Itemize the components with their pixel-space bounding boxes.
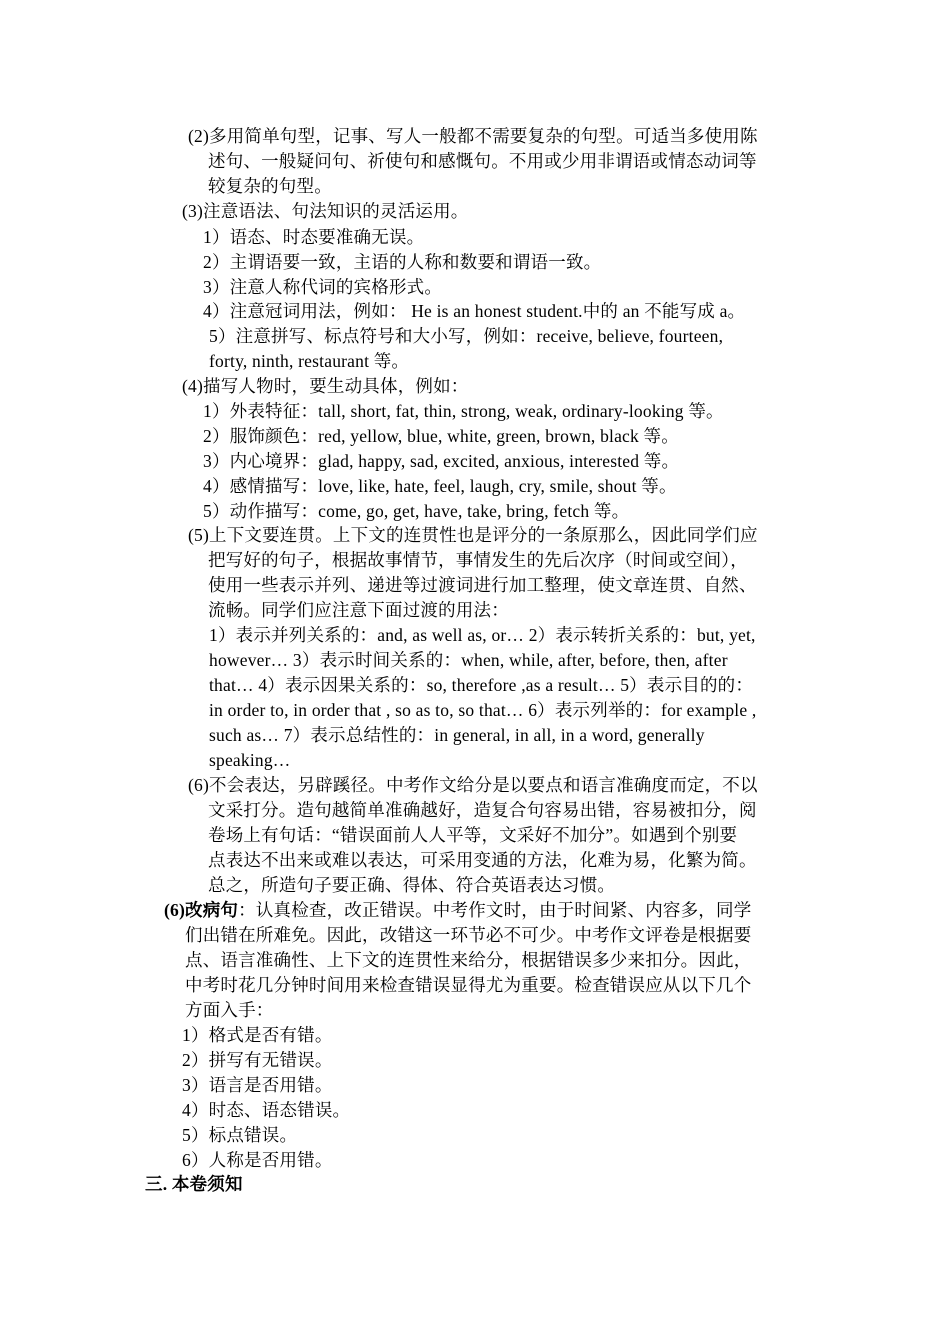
- list-item: 1）外表特征：tall, short, fat, thin, strong, weak, ordinary-looking 等。: [203, 401, 724, 421]
- section-5-line: 把写好的句子，根据故事情节，事情发生的先后次序（时间或空间），: [208, 550, 748, 570]
- list-item: 5）动作描写：come, go, get, have, take, bring, fetch 等。: [203, 501, 630, 521]
- list-item: 2）拼写有无错误。: [182, 1050, 333, 1070]
- section-5-heading: (5)上下文要连贯。上下文的连贯性也是评分的一条原那么，因此同学们应: [188, 525, 758, 545]
- section-2-line: 述句、一般疑问句、祈使句和感慨句。不用或少用非谓语或情态动词等: [208, 151, 757, 171]
- list-item: 2）主谓语要一致，主语的人称和数要和谓语一致。: [203, 252, 602, 272]
- revise-heading-text: ：认真检查，改正错误。中考作文时，由于时间紧、内容多，同学: [238, 900, 752, 920]
- section-6-line: 点表达不出来或难以表达，可采用变通的方法，化难为易，化繁为简。: [208, 850, 757, 870]
- list-item: 3）内心境界：glad, happy, sad, excited, anxious, interested 等。: [203, 451, 680, 471]
- section-4-heading: (4)描写人物时，要生动具体，例如：: [182, 376, 469, 396]
- section-5-line: however… 3）表示时间关系的：when, while, after, before, then, after: [209, 650, 728, 670]
- list-item: 2）服饰颜色：red, yellow, blue, white, green, brown, black 等。: [203, 426, 679, 446]
- section-5-line: 流畅。同学们应注意下面过渡的用法：: [208, 600, 509, 620]
- section-2-heading: (2)多用简单句型，记事、写人一般都不需要复杂的句型。可适当多使用陈: [188, 126, 758, 146]
- revise-heading-label: (6)改病句: [164, 900, 239, 920]
- list-item: 3）语言是否用错。: [182, 1075, 333, 1095]
- list-item: 3）注意人称代词的宾格形式。: [203, 277, 443, 297]
- section-title: 三. 本卷须知: [145, 1174, 243, 1194]
- section-3-heading: (3)注意语法、句法知识的灵活运用。: [182, 201, 469, 221]
- section-5-line: such as… 7）表示总结性的：in general, in all, in a word, generally: [209, 725, 705, 745]
- list-item: 1）语态、时态要准确无误。: [203, 227, 425, 247]
- section-5-line: in order to, in order that , so as to, so that… 6）表示列举的：for example ,: [209, 700, 757, 720]
- section-2-line: 较复杂的句型。: [208, 176, 332, 196]
- list-item: 4）注意冠词用法，例如： He is an honest student.中的 an 不能写成 a。: [203, 301, 746, 321]
- list-item: 6）人称是否用错。: [182, 1150, 333, 1170]
- list-item: 4）时态、语态错误。: [182, 1100, 351, 1120]
- section-5-line: 使用一些表示并列、递进等过渡词进行加工整理，使文章连贯、自然、: [208, 575, 757, 595]
- section-6-heading: (6)不会表达，另辟蹊径。中考作文给分是以要点和语言准确度而定，不以: [188, 775, 758, 795]
- section-5-line: speaking…: [209, 750, 291, 770]
- list-item: 1）格式是否有错。: [182, 1025, 333, 1045]
- list-item: 5）注意拼写、标点符号和大小写，例如：receive, believe, fourteen,: [209, 326, 724, 346]
- section-5-line: 1）表示并列关系的：and, as well as, or… 2）表示转折关系的：but, yet,: [209, 625, 756, 645]
- revise-line: 们出错在所难免。因此，改错这一环节必不可少。中考作文评卷是根据要: [185, 925, 752, 945]
- revise-line: 中考时花几分钟时间用来检查错误显得尤为重要。检查错误应从以下几个: [185, 975, 752, 995]
- list-item: 4）感情描写：love, like, hate, feel, laugh, cry, smile, shout 等。: [203, 476, 677, 496]
- section-5-line: that… 4）表示因果关系的：so, therefore ,as a result… 5）表示目的的：: [209, 675, 754, 695]
- list-item-continuation: forty, ninth, restaurant 等。: [209, 351, 410, 371]
- list-item: 5）标点错误。: [182, 1125, 298, 1145]
- revise-line: 方面入手：: [185, 1000, 274, 1020]
- section-6-line: 卷场上有句话：“错误面前人人平等，文采好不加分”。如遇到个别要: [208, 825, 738, 845]
- revise-heading: [164, 898, 751, 923]
- section-6-line: 文采打分。造句越简单准确越好，造复合句容易出错，容易被扣分，阅: [208, 800, 757, 820]
- revise-line: 点、语言准确性、上下文的连贯性来给分，根据错误多少来扣分。因此，: [185, 950, 752, 970]
- section-6-line: 总之，所造句子要正确、得体、符合英语表达习惯。: [208, 875, 616, 895]
